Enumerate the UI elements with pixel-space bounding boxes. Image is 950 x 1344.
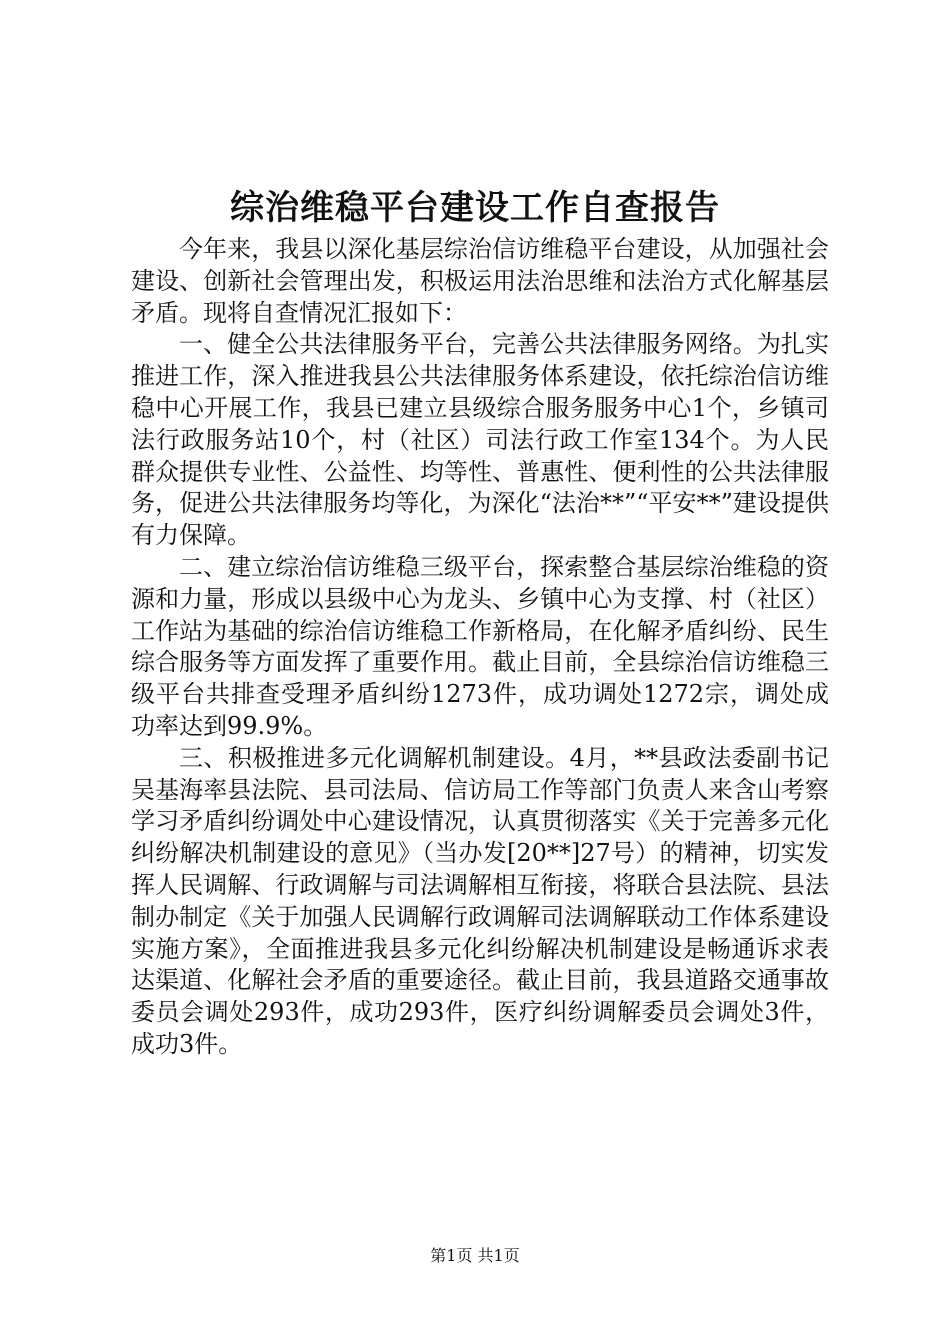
document-body [131,234,829,1061]
section-two-paragraph: 二、建立综治信访维稳三级平台，探索整合基层综治维稳的资源和力量，形成以县级中心为龙头、乡镇中心为支撑、村（社区）工作站为基础的综治信访维稳工作新格局，在化解矛盾纠纷、民生综合服务等方面发挥了重要作用。截止目前，全县综治信访维稳三级平台共排查受理矛盾纠纷1273件，成功调处1272宗，调处成功率达到99.9%。 [131,552,829,740]
document-title: 综治维稳平台建设工作自查报告 [230,188,720,228]
intro-paragraph: 今年来，我县以深化基层综治信访维稳平台建设，从加强社会建设、创新社会管理出发，积极运用法治思维和法治方式化解基层矛盾。现将自查情况汇报如下： [131,235,829,327]
section-three-paragraph: 三、积极推进多元化调解机制建设。4月，**县政法委副书记吴基海率县法院、县司法局、信访局工作等部门负责人来含山考察学习矛盾纠纷调处中心建设情况，认真贯彻落实《关于完善多元化纠纷解决机制建设的意见》（当办发[20**]27号）的精神，切实发挥人民调解、行政调解与司法调解相互衔接，将联合县法院、县法制办制定《关于加强人民调解行政调解司法调解联动工作体系建设实施方案》，全面推进我县多元化纠纷解决机制建设是畅通诉求表达渠道、化解社会矛盾的重要途径。截止目前，我县道路交通事故委员会调处293件，成功293件，医疗纠纷调解委员会调处3件，成功3件。 [131,743,829,1058]
page-footer: 第1页 共1页 [430,1246,520,1265]
section-one-paragraph: 一、健全公共法律服务平台，完善公共法律服务网络。为扎实推进工作，深入推进我县公共法律服务体系建设，依托综治信访维稳中心开展工作，我县已建立县级综合服务服务中心1个，乡镇司法行政服务站10个，村（社区）司法行政工作室134个。为人民群众提供专业性、公益性、均等性、普惠性、便利性的公共法律服务，促进公共法律服务均等化，为深化“法治**”“平安**”建设提供有力保障。 [131,330,829,550]
